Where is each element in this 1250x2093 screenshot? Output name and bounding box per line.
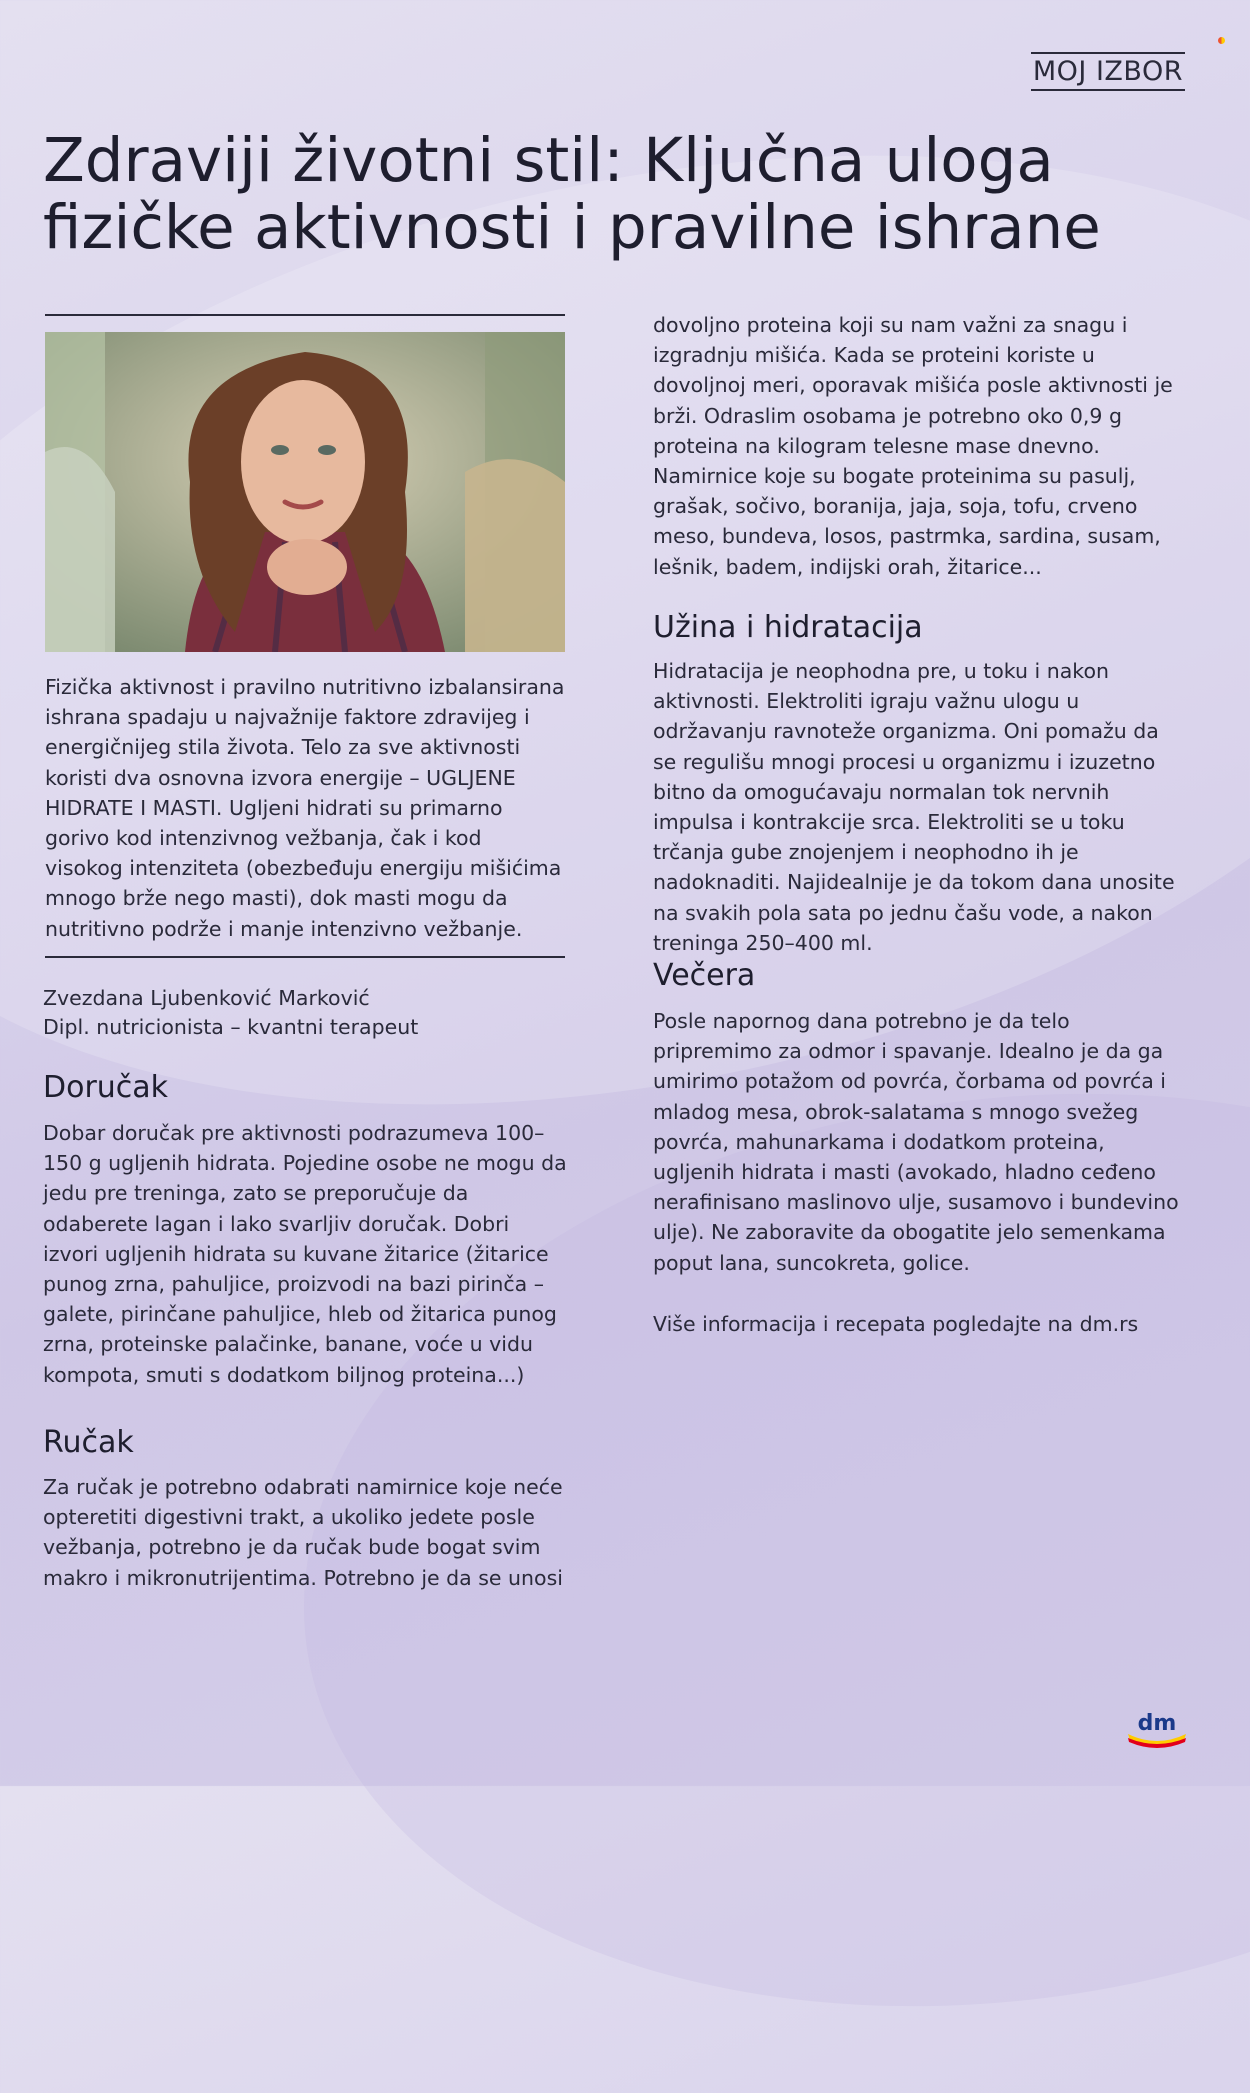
- title-line-1: Zdraviji životni stil: Ključna uloga: [43, 125, 1054, 196]
- title-line-2: fizičke aktivnosti i pravilne ishrane: [43, 192, 1101, 263]
- paragraph-uzina: Hidratacija je neophodna pre, u toku i nakon aktivnosti. Elektroliti igraju važnu ulogu u održavanju ravnoteže organizma. Oni pomažu da se regulišu mnogi procesi u organizmu i izuzetno bitno da omogućavaju normalan tok nervnih impulsa i kontrakcije srca. Elektroliti se u toku trčanja gube znojenjem i neophodno ih je nadoknaditi. Najidealnije je da tokom dana unosite na svakih pola sata po jednu čašu vode, a nakon treninga 250–400 ml.: [653, 659, 1175, 955]
- page-title: [43, 127, 1163, 261]
- paragraph-rucak: Za ručak je potrebno odabrati namirnice koje neće opteretiti digestivni trakt, a ukoliko jedete posle vežbanja, potrebno je da ručak bude bogat svim makro i mikronutrijentima. Potrebno je da se unosi: [43, 1475, 563, 1590]
- dm-logo-icon: [1126, 1704, 1188, 1748]
- paragraph-dorucak: Dobar doručak pre aktivnosti podrazumeva 100–150 g ugljenih hidrata. Pojedine osobe ne mogu da jedu pre treninga, zato se preporučuje da odaberete lagan i lako svarljiv doručak. Dobri izvori ugljenih hidrata su kuvane žitarice (žitarice punog zrna, pahuljice, proizvodi na bazi pirinča – galete, pirinčane pahuljice, hleb od žitarica punog zrna, proteinske palačinke, banane, voće u vidu kompota, smuti s dodatkom biljnog proteina...): [43, 1121, 567, 1387]
- divider: [45, 314, 565, 316]
- paragraph-vecera: Posle napornog dana potrebno je da telo pripremimo za odmor i spavanje. Idealno je da ga umirimo potažom od povrća, čorbama od povrća i mladog mesa, obrok-salatama s mnogo svežeg povrća, mahunarkama i dodatkom proteina, ugljenih hidrata i masti (avokado, hladno ceđeno nerafinisano maslinovo ulje, susamovo i bundevino ulje). Ne zaboravite da obogatite jelo semenkama poput lana, suncokreta, golice.: [653, 1009, 1179, 1275]
- more-info-text: Više informacija i recepata pogledajte na dm.rs: [653, 1312, 1139, 1336]
- corner-mark-icon: [1218, 37, 1225, 44]
- intro-paragraph: Fizička aktivnost i pravilno nutritivno izbalansirana ishrana spadaju u najvažnije faktore zdravijeg i energičnijeg stila života. Telo za sve aktivnosti koristi dva osnovna izvora energije – UGLJENE HIDRATE I MASTI. Ugljeni hidrati su primarno gorivo kod intenzivnog vežbanja, čak i kod visokog intenziteta (obezbeđuju energiju mišićima mnogo brže nego masti), dok masti mogu da nutritivno podrže i manje intenzivno vežbanje.: [45, 675, 565, 941]
- woman-portrait-photo: [45, 332, 565, 652]
- logo-text: dm: [1137, 1711, 1177, 1736]
- heading-rucak: Ručak: [43, 1425, 134, 1460]
- heading-uzina: Užina i hidratacija: [653, 610, 923, 645]
- divider: [45, 956, 565, 958]
- author-name: Zvezdana Ljubenković Marković: [43, 986, 370, 1010]
- section-tag: MOJ IZBOR: [1031, 52, 1185, 91]
- author-block: [43, 984, 563, 1042]
- portrait-illustration: [45, 332, 565, 652]
- heading-dorucak: Doručak: [43, 1070, 169, 1105]
- paragraph-rucak-continued: dovoljno proteina koji su nam važni za snagu i izgradnju mišića. Kada se proteini koriste u dovoljnoj meri, oporavak mišića posle aktivnosti je brži. Odraslim osobama je potrebno oko 0,9 g proteina na kilogram telesne mase dnevno. Namirnice koje su bogate proteinima su pasulj, grašak, sočivo, boranija, jaja, soja, tofu, crveno meso, bundeva, losos, pastrmka, sardina, susam, lešnik, badem, indijski orah, žitarice...: [653, 313, 1173, 579]
- heading-vecera: Večera: [653, 958, 756, 993]
- author-title: Dipl. nutricionista – kvantni terapeut: [43, 1015, 419, 1039]
